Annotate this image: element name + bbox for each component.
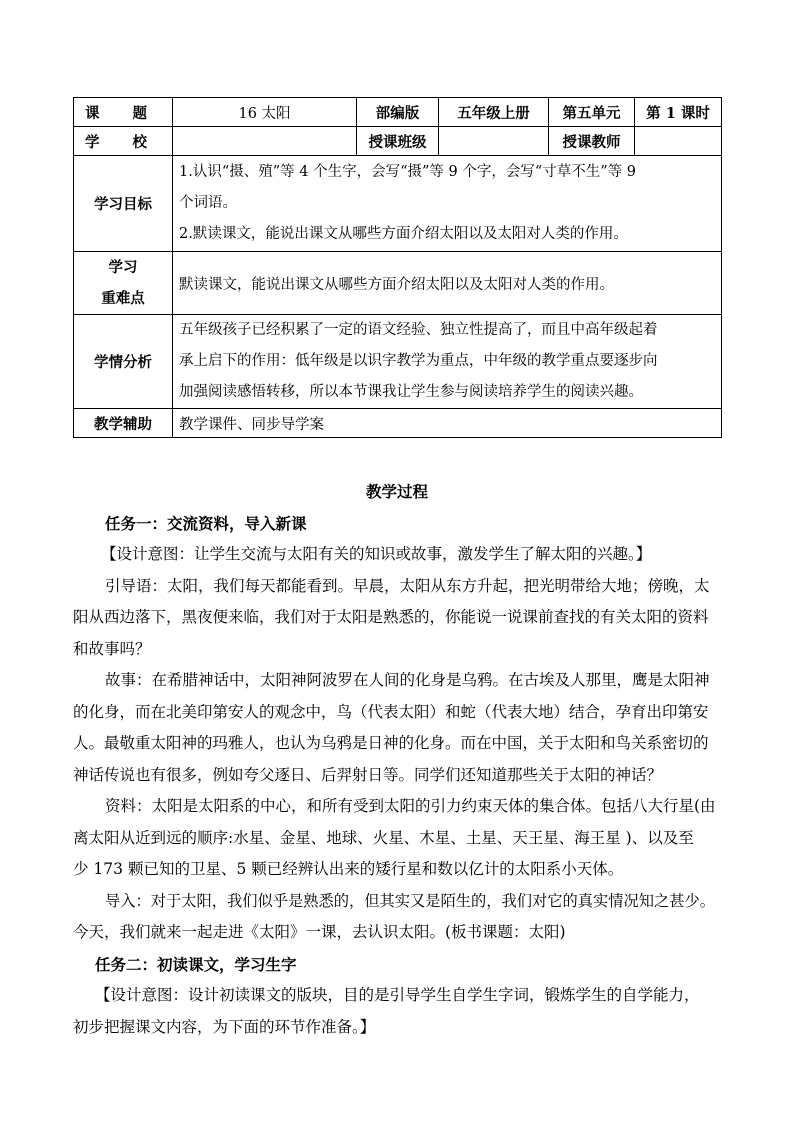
unit: 第五单元: [549, 98, 635, 127]
story-line: 故事：在希腊神话中，太阳神阿波罗在人间的化身是乌鸦。在古埃及人那里，鹰是太阳神: [105, 671, 710, 689]
table-row: [74, 98, 722, 127]
section-title: 教学过程: [365, 482, 428, 501]
story-line: 神话传说也有很多，例如夸父逐日、后羿射日等。同学们还知道那些关于太阳的神话？: [73, 765, 663, 784]
table-row: [74, 252, 722, 315]
topic-value: 16 太阳: [173, 98, 357, 127]
teacher-label: 授课教师: [549, 127, 635, 156]
school-label: 学 校: [74, 127, 173, 156]
key-label: [74, 252, 173, 315]
topic-label: 课 题: [74, 98, 173, 127]
teaching-process: [73, 476, 721, 1043]
story-line: 的化身，而在北美印第安人的观念中，鸟（代表太阳）和蛇（代表大地）结合，孕育出印第安: [73, 702, 709, 721]
key-content: 默读课文，能说出课文从哪些方面介绍太阳以及太阳对人类的作用。: [173, 252, 722, 315]
material-line: 少 173 颗已知的卫星、5 颗已经辨认出来的矮行星和数以亿计的太阳系小天体。: [73, 860, 624, 878]
key-label-bottom: 重难点: [101, 290, 145, 307]
design-note-2-cont: 初步把握课文内容，为下面的环节作准备。】: [73, 1017, 376, 1036]
goals-line: 2.默读课文，能说出课文从哪些方面介绍太阳以及太阳对人类的作用。: [179, 226, 628, 242]
task-1-heading: 任务一：交流资料，导入新课: [105, 513, 307, 533]
key-label-top: 学习: [108, 259, 138, 276]
class-value: [439, 127, 549, 156]
analysis-label: 学情分析: [74, 315, 173, 409]
analysis-line: 加强阅读感悟转移，所以本节课我让学生参与阅读培养学生的阅读兴趣。: [179, 384, 643, 400]
intro-line: 今天，我们就来一起走进《太阳》一课，去认识太阳。(板书课题：太阳): [73, 923, 566, 941]
material-line: 资料：太阳是太阳系的中心，和所有受到太阳的引力约束天体的集合体。包括八大行星(由: [105, 797, 716, 815]
school-value: [173, 127, 357, 156]
edition: 部编版: [357, 98, 439, 127]
goals-content: [173, 156, 722, 252]
class-label: 授课班级: [357, 127, 439, 156]
table-row: [74, 156, 722, 252]
aids-content: 教学课件、同步导学案: [173, 409, 722, 438]
aids-label: 教学辅助: [74, 409, 173, 438]
goals-line: 个词语。: [179, 195, 237, 211]
analysis-line: 承上启下的作用：低年级是以识字教学为重点，中年级的教学重点要逐步向: [179, 353, 658, 369]
table-row: [74, 127, 722, 156]
analysis-line: 五年级孩子已经积累了一定的语文经验、独立性提高了，而且中高年级起着: [179, 322, 658, 338]
goals-line: 1.认识“摄、殖”等 4 个生字，会写“摄”等 9 个字，会写“寸草不生”等 9: [179, 164, 637, 180]
guide-line: 和故事吗？: [73, 639, 151, 658]
design-note-1: 【设计意图：让学生交流与太阳有关的知识或故事，激发学生了解太阳的兴趣。】: [101, 545, 652, 563]
lesson-info-table: [73, 97, 722, 438]
goals-label: 学习目标: [74, 156, 173, 252]
material-line: 离太阳从近到远的顺序:水星、金星、地球、火星、木星、土星、天王星、海王星 )、以及至: [73, 828, 694, 847]
guide-line: 引导语：太阳，我们每天都能看到。早晨，太阳从东方升起，把光明带给大地；傍晚，太: [105, 576, 710, 595]
grade: 五年级上册: [439, 98, 549, 127]
analysis-content: [173, 315, 722, 409]
task-2-heading: 任务二：初读课文，学习生字: [95, 954, 297, 974]
table-row: [74, 315, 722, 409]
period: 第 1 课时: [635, 98, 722, 127]
guide-line: 阳从西边落下，黑夜便来临，我们对于太阳是熟悉的，你能说一说课前查找的有关太阳的资料: [73, 608, 709, 626]
intro-line: 导入：对于太阳，我们似乎是熟悉的，但其实又是陌生的，我们对它的真实情况知之甚少。: [105, 891, 715, 910]
design-note-2: 【设计意图：设计初读课文的版块，目的是引导学生自学生字词，锻炼学生的自学能力，: [95, 986, 700, 1004]
teacher-value: [635, 127, 722, 156]
story-line: 人。最敬重太阳神的玛雅人，也认为乌鸦是日神的化身。而在中国，关于太阳和鸟关系密切的: [73, 734, 709, 752]
table-row: [74, 409, 722, 438]
